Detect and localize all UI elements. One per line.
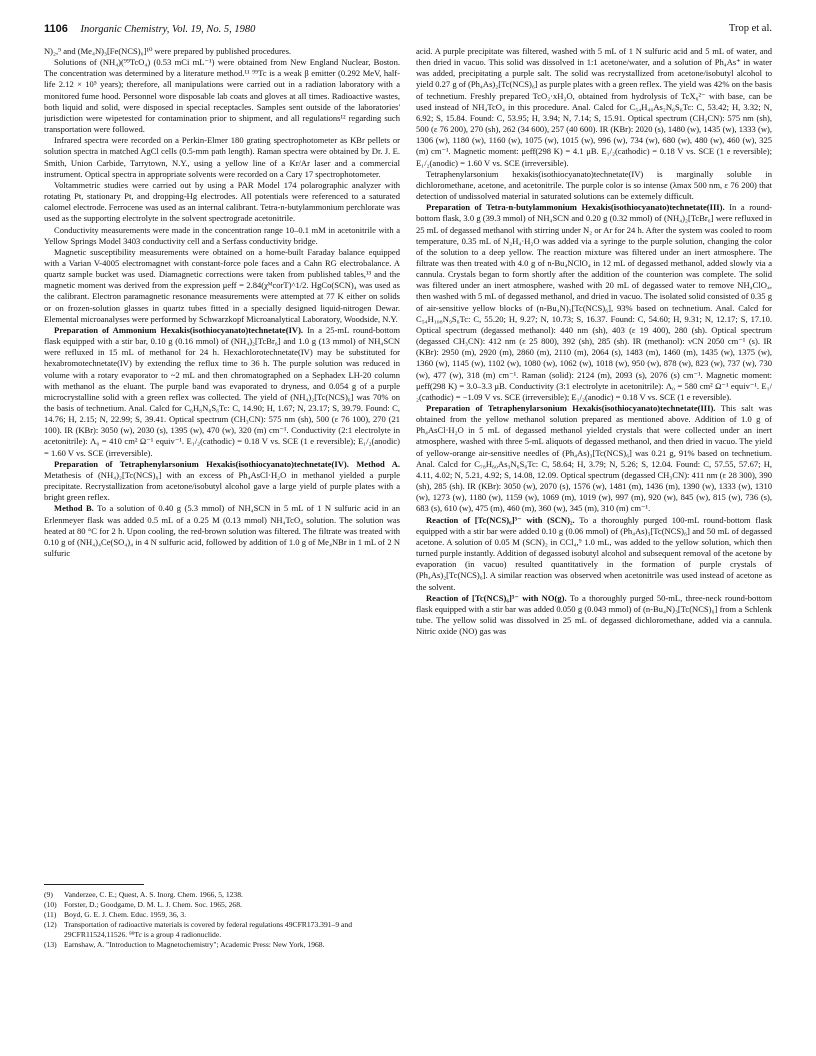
footnote-number: (10) [44, 900, 57, 909]
footnote-rule [44, 884, 144, 885]
paragraph-heading: Method B. [54, 503, 94, 514]
paragraph [416, 202, 772, 403]
page-number: 1106 [44, 23, 68, 35]
paragraph-text: This salt was obtained from the yellow methanol solution prepared as mentioned above. Addition of 1.0 g of Ph₄AsCl·H₂O in 5 mL of degassed methanol yielded crystals that were collected under an inert atmosphere, washed with three 5-mL aliquots of degassed methanol, and then dried in vacuo. The yield of yellow-orange air-sensitive needles of (Ph₄As)₃[Tc(NCS)₆] was 0.21 g, 91% based on technetium. Anal. Calcd for C₇₈H₆₀As₃N₆S₆Tc: C, 58.64; H, 3.79; N, 5.26; S, 12.04. Found: C, 57.55, 57.67; H, 4.11, 4.02; N, 5.21, 4.92; S, 14.08, 12.09. Optical spectrum (degassed CH₃CN): 411 nm (ε 28 300), 390 (sh), 285 (sh). IR (KBr): 3050 (w), 2070 (s), 1576 (w), 1481 (m), 1436 (m), 1390 (w), 1333 (w), 1310 (w), 1273 (w), 1180 (w), 1159 (w), 1069 (m), 1019 (w), 997 (m), 920 (w), 845 (w), 815 (w), 736 (s), 683 (s), 610 (w), 475 (m), 460 (m), 360 (w), 345 (m), 310 (m) cm⁻¹. [416, 403, 772, 514]
paragraph [416, 515, 772, 593]
paragraph [416, 593, 772, 638]
paragraph [44, 46, 400, 57]
footnotes [44, 890, 400, 950]
paragraph-text: To a thoroughly purged 50-mL, three-neck round-bottom flask equipped with a stir bar was added 0.050 g (0.043 mmol) of (n-Bu₄N)₃[Tc(NCS)₆] from a Schlenk tube. The yellow solid was dissolved in 25 mL of degassed dichloromethane, added via a cannula. Nitric oxide (NO) gas was [416, 592, 772, 637]
paragraph [416, 169, 772, 202]
paragraph [44, 503, 400, 559]
footnote-number: (9) [44, 890, 53, 899]
paragraph-text: Conductivity measurements were made in the concentration range 10–0.1 mM in acetonitrile with a Yellow Springs Model 3403 conductivity cell and a Serfass conductivity bridge. [44, 224, 400, 246]
paragraph-text: Solutions of (NH₄)(⁹⁹TcO₄) (0.53 mCi mL⁻¹) were obtained from New England Nuclear, Boston. The concentration was determined by a literature method.¹¹ ⁹⁹Tc is a weak β emitter (0.292 MeV, half-life 2.12 × 10⁵ years); therefore, all manipulations were carried out in a radiation laboratory with a monitored fume hood. Personnel wore disposable lab coats and gloves at all times. Radioactive wastes, both liquid and solid, were disposed in special receptacles. Samples sent outside of the laboratories' jurisdiction were wipetested for contamination prior to shipment, and all regulations¹² regarding such transportation were followed. [44, 57, 400, 135]
footnote-text: Transportation of radioactive materials is covered by federal regulations 49CFR173.391–9 and 29CFR11524,11526. ⁹⁹Tc is a group 4 radionuclide. [64, 920, 353, 939]
footnote-text: Earnshaw, A. "Introduction to Magnetochemistry"; Academic Press: New York, 1968. [64, 940, 325, 949]
paragraph-heading: Preparation of Tetraphenylarsonium Hexakis(isothiocyanato)technetate(III). [426, 403, 716, 413]
footnote-text: Vanderzee, C. E.; Quest, A. S. Inorg. Chem. 1966, 5, 1238. [64, 890, 243, 899]
paragraph-text: In a 25-mL round-bottom flask equipped with a stir bar, 0.10 g (0.16 mmol) of (NH₄)₂[TcBr₆] and 1.0 g (13 mmol) of NH₄SCN were refluxed in 15 mL of methanol for 24 h. Hexachlorotechnetate(IV) may be substituted for hexabromotechnetate(IV) by extending the reflux time to 36 h. The purple solution was reduced in volume with a rotary evaporator to ~2 mL and then chromatographed on a Sephadex LH-20 column with methanol as the eluant. The purple band was evaporated to dryness, and 0.054 g of a purple microcrystalline solid with a green reflex was collected. The yield of (NH₄)₂[Tc(NCS)₆] was 70% on the basis of technetium. Anal. Calcd for C₆H₈N₈S₆Tc: C, 14.90; H, 1.67; N, 23.17; S, 39.79. Found: C, 14.76; H, 2.15; N, 22.99; S, 39.41. Optical spectrum (CH₃CN): 575 nm (sh), 500 (ε 76 100), 270 (21 100). IR (KBr): 3050 (w), 2030 (s), 1395 (w), 470 (w), 320 (m) cm⁻¹. Conductivity (2:1 electrolyte in acetonitrile): Λ₀ = 410 cm² Ω⁻¹ equiv⁻¹. E₁/₂(cathodic) = 0.18 V vs. SCE (1 e reversible); E₁/₂(anodic) = 1.60 V vs. SCE (irreversible). [44, 324, 400, 458]
paragraph-heading: Reaction of [Tc(NCS)₆]³⁻ with NO(g). [426, 592, 567, 603]
paragraph-heading: Preparation of Ammonium Hexakis(isothiocyanato)technetate(IV). [54, 324, 304, 335]
paragraph-text: To a solution of 0.40 g (5.3 mmol) of NH₄SCN in 5 mL of 1 N sulfuric acid in an Erlenmeyer flask was added 0.5 mL of a 0.25 M (0.13 mmol) NH₄TcO₄ solution. The solution was heated at 80 °C for 2 h. Upon cooling, the red-brown solution was filtered. The filtrate was treated with 0.10 g of (NH₄)₄Ce(SO₄)₄ in 4 N sulfuric acid, followed by addition of 1.0 g of Me₄NBr in 1 mL of 2 N sulfuric [44, 503, 400, 559]
running-header [44, 20, 772, 38]
footnote-number: (13) [44, 940, 57, 949]
paragraph-heading: Preparation of Tetraphenylarsonium Hexakis(isothiocyanato)technetate(IV). Method A. [54, 458, 400, 469]
footnote [44, 890, 400, 900]
footnote [44, 920, 400, 940]
paragraph-text: To a thoroughly purged 100-mL round-bottom flask equipped with a stir bar were added 0.10 g (0.06 mmol) of (Ph₄As)₃[Tc(NCS)₆] and 50 mL of degassed acetone. A solution of 0.05 M (SCN)₂ in CCl₄,⁹ 1.0 mL, was added to the yellow solution, which then turned purple instantly. Addition of degassed isobutyl alcohol and subsequent removal of the acetone by evaporation (in vacuo) resulted quantitatively in the formation of purple crystals of (Ph₄As)₂[Tc(NCS)₆]. A similar reaction was observed when acetonitrile was used instead of acetone as the solvent. [416, 514, 772, 592]
paragraph-text: N)₂,⁹ and (Me₄N)₃[Fe(NCS)₆]¹⁰ were prepared by published procedures. [44, 46, 292, 56]
paragraph [44, 225, 400, 247]
paragraph [44, 135, 400, 180]
footnote-number: (11) [44, 910, 57, 919]
paragraph [416, 403, 772, 515]
paragraph-text: Metathesis of (NH₄)₂[Tc(NCS)₆] with an excess of Ph₄AsCl·H₂O in methanol yielded a purple precipitate. Recrystallization from acetone/isobutyl alcohol gave a large yield of purple plates with a bright green reflex. [44, 469, 400, 503]
paragraph-text: In a round-bottom flask, 3.0 g (39.3 mmol) of NH₄SCN and 0.20 g (0.32 mmol) of (NH₄)₂[TcBr₆] were refluxed in 25 mL of degassed methanol with stirring under N₂ or Ar for 24 h. After the system was cooled to room temperature, 0.35 mL of N₂H₄·H₂O was added via a syringe to the purple solution, changing the color of the solution to a deep yellow. The reaction mixture was filtered under an inert atmosphere. The filtrate was then treated with 4.0 g of n-Bu₄NClO₄ in 12 mL of degassed methanol, added slowly via a cannula. Crystals began to form shortly after the addition of the counterion was complete. The solid was filtered under an inert atmosphere, washed with 20 mL of degassed water to remove NH₄ClO₄, then washed with 5 mL of degassed methanol, and dried in vacuo. The isolated solid consisted of 0.35 g of air-sensitive yellow blocks of (n-Bu₄N)₃[Tc(NCS)₆], 93% based on technetium. Anal. Calcd for C₅₄H₁₀₈N₉S₆Tc: C, 55.20; H, 9.27; N, 10.73; S, 16.37. Found: C, 54.60; H, 9.31; N, 12.17; S, 17.10. Optical spectrum (degassed methanol): 440 nm (sh), 403 (ε 19 400), 280 (sh). Optical spectrum (degassed CH₃CN): 412 nm (ε 25 800), 392 (sh), 285 (sh). IR (methanol): νCN 2050 cm⁻¹ (s). IR (KBr): 2950 (m), 2920 (m), 2860 (m), 2110 (m), 2064 (s), 1483 (m), 1460 (m), 1435 (w), 1375 (w), 1360 (w), 1145 (w), 1102 (w), 1080 (w), 1062 (w), 1018 (w), 950 (w), 878 (w), 823 (w), 737 (w), 730 (w), 477 (w), 318 (m) cm⁻¹. Raman (solid): 2124 (m), 2093 (s), 2076 (s) cm⁻¹. Magnetic moment: μeff(298 K) = 3.0–3.3 μB. Conductivity (3:1 electrolyte in acetonitrile): Λ₀ = 580 cm² Ω⁻¹ equiv⁻¹. E₁/₂(cathodic) = −1.09 V vs. SCE (irreversible); E₁/₂(anodic) = 0.18 V vs. SCE (1 e reversible). [416, 202, 772, 402]
footnote [44, 910, 400, 920]
footnote [44, 900, 400, 910]
paragraph-heading: Reaction of [Tc(NCS)₆]³⁻ with (SCN)₂. [426, 514, 575, 525]
paragraph-text: Voltammetric studies were carried out by using a PAR Model 174 polarographic analyzer with rotating Pt, stationary Pt, and dropping-Hg electrodes. All potentials were referenced to a saturated calomel electrode. Ferrocene was used as an internal calibrant. Tetra-n-butylammonium perchlorate was used as the supporting electrolyte in the solvent spectrograde acetonitrile. [44, 179, 400, 224]
paragraph-text: Tetraphenylarsonium hexakis(isothiocyanato)technetate(IV) is marginally soluble in dichloromethane, acetone, and acetonitrile. The purple color is so intense (λmax 500 nm, ε 76 200) that detection of undissolved material in saturated solutions can be extemely difficult. [416, 168, 772, 202]
footnote [44, 940, 400, 950]
paragraph [44, 459, 400, 504]
right-column [416, 46, 772, 1042]
running-authors: Trop et al. [728, 23, 772, 34]
paragraph [44, 247, 400, 325]
paragraph-text: acid. A purple precipitate was filtered, washed with 5 mL of 1 N sulfuric acid and 5 mL of water, and then dried in vacuo. This solid was dissolved in 1:1 acetone/water, and a solution of Ph₄As⁺ in water was added, precipitating a purple salt. The solid was recrystallized from acetone/isobutyl alcohol to yield 0.27 g of (Ph₄As)₂[Tc(NCS)₆] as purple plates with a green reflex. The yield was 42% on the basis of technetium. Freshly prepared TcO₂·xH₂O, obtained from hydrolysis of TcX₆²⁻ with base, can be used instead of NH₄TcO₄ in this procedure. Anal. Calcd for C₅₄H₄₀As₂N₆S₆Tc: C, 53.42; H, 3.32; N, 6.92; S, 15.84. Found: C, 53.95; H, 3.94; N, 7.14; S, 15.91. Optical spectrum (CH₃CN): 575 nm (sh), 500 (ε 76 200), 270 (sh), 262 (34 600), 257 (40 600). IR (KBr): 2020 (s), 1480 (w), 1435 (w), 1333 (w), 1306 (w), 1180 (w), 1160 (w), 1075 (w), 1015 (w), 996 (w), 734 (w), 680 (w), 480 (w), 460 (w), 325 (m) cm⁻¹. Magnetic moment: μeff(298 K) = 4.1 μB. E₁/₂(cathodic) = 0.18 V vs. SCE (1 e reversible); E₁/₂(anodic) = 1.60 V vs. SCE (irreversible). [416, 46, 772, 168]
paragraph [44, 325, 400, 459]
paragraph [416, 46, 772, 169]
footnote-text: Boyd, G. E. J. Chem. Educ. 1959, 36, 3. [64, 910, 187, 919]
footnote-text: Forster, D.; Goodgame, D. M. L. J. Chem. Soc. 1965, 268. [64, 900, 242, 909]
paragraph [44, 57, 400, 135]
paragraph-text: Magnetic susceptibility measurements were obtained on a home-built Faraday balance equipped with a Varian V-4005 electromagnet with constant-force pole faces and a Cahn RG electrobalance. A quartz sample bucket was used. Diamagnetic corrections were taken from published tables,¹³ and the magnetic moment was derived from the expression μeff = 2.84(χᴹcorT)^1/2. HgCo(SCN)₄ was used as the calibrant. Electron paramagnetic resonance measurements were attempted at 77 K either on solids or on frozen-solution glasses in quartz tubes fitted in a specially designed liquid-nitrogen Dewar. Elemental microanalyses were performed by Schwarzkopf Microanalytical Laboratory, Woodside, N.Y. [44, 246, 400, 324]
paragraph [44, 180, 400, 225]
left-column [44, 46, 400, 876]
paragraph-text: Infrared spectra were recorded on a Perkin-Elmer 180 grating spectrophotometer as KBr pellets or solution spectra in matched AgCl cells (0.5-mm path length). Raman spectra were obtained by Dr. J. E. Smith, Union Carbide, Tarrytown, N.Y., using a yellow line of a Kr/Ar laser and a commercial instrument. Optical spectra in appropriate solvents were recorded on a Cary 17 spectrophotometer. [44, 135, 400, 179]
journal-citation: Inorganic Chemistry, Vol. 19, No. 5, 1980 [80, 24, 256, 35]
paragraph-heading: Preparation of Tetra-n-butylammonium Hexakis(isothiocyanato)technetate(III). [426, 202, 725, 213]
footnote-number: (12) [44, 920, 57, 929]
